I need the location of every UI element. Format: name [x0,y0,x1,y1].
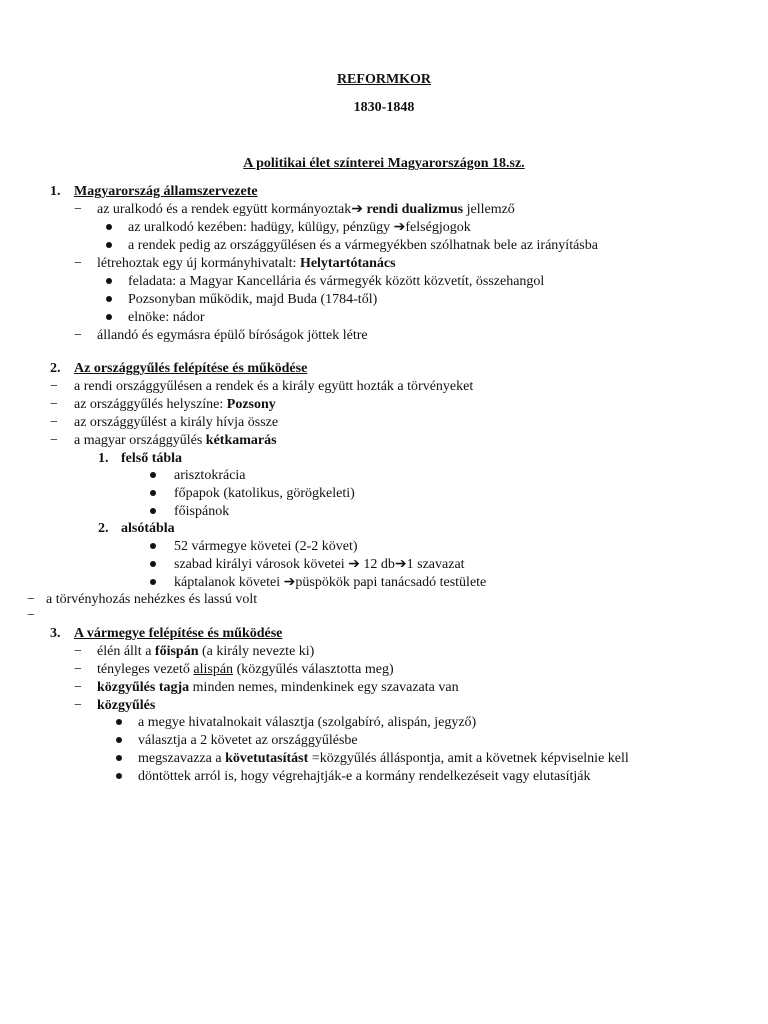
s3-item-3: közgyűlés tagja minden nemes, mindenkinek egy szavazata van [97,680,459,695]
arrow-icon: ➔ [351,202,363,217]
s2-item-4: a magyar országgyűlés kétkamarás [74,433,277,448]
section-subtitle: A politikai élet színterei Magyarországon 18.sz. [243,156,525,171]
s3-subitem-3: megszavazza a követutasítást =közgyűlés álláspontja, amit a követnek képviselnie kell [138,751,629,766]
bullet-dot [106,273,112,291]
dash-bullet-empty [27,607,35,625]
dash-bullet [74,643,82,661]
arrow-icon: ➔ [393,220,406,235]
bullet-dot [150,467,156,485]
s2-sub1-item-2: főpapok (katolikus, görögkeleti) [174,486,355,501]
bullet-dot [150,574,156,592]
document-years: 1830-1848 [353,100,415,115]
s1-item-1: az uralkodó és a rendek együtt kormányoztak➔ rendi dualizmus jellemző [97,202,515,217]
s3-item-1: élén állt a főispán (a király nevezte ki) [97,644,315,659]
s1-subitem-1: az uralkodó kezében: hadügy, külügy, pénzügy ➔felségjogok [128,220,471,235]
s1-heading: Magyarország államszervezete [74,184,258,199]
bullet-dot [150,503,156,521]
document-title: REFORMKOR [336,72,432,87]
s3-subitem-2: választja a 2 követet az országgyűlésbe [138,733,358,748]
dash-bullet [74,327,82,345]
s3-item-4: közgyűlés [97,698,156,713]
s2-sub2-item-2: szabad királyi városok követei ➔ 12 db➔1 szavazat [174,557,465,572]
s2-sub2-item-1: 52 vármegye követei (2-2 követ) [174,539,358,554]
s1-item-2: létrehoztak egy új kormányhivatalt: Helytartótanács [97,256,396,271]
arrow-icon: ➔ [283,575,296,590]
s2-sub1-item-3: főispánok [174,504,230,519]
s2-heading: Az országgyűlés felépítése és működése [74,361,308,376]
s2-item-2: az országgyűlés helyszíne: Pozsony [74,397,276,412]
s3-item-2: tényleges vezető alispán (közgyűlés választotta meg) [97,662,394,677]
dash-bullet [50,432,58,450]
arrow-icon: ➔ [394,557,407,572]
s1-item-3: állandó és egymásra épülő bíróságok jöttek létre [97,328,368,343]
s1-subitem-3: feladata: a Magyar Kancellária és vármegyék között közvetít, összehangol [128,274,545,289]
s1-subitem-2: a rendek pedig az országgyűlésen és a vármegyékben szólhatnak bele az irányításba [128,238,598,253]
s2-item-3: az országgyűlést a király hívja össze [74,415,279,430]
s3-heading: A vármegye felépítése és működése [74,626,283,641]
dash-bullet [74,679,82,697]
dash-bullet [74,255,82,273]
bullet-dot [106,219,112,237]
bullet-dot [106,291,112,309]
s2-number: 2. [50,361,61,376]
s2-sub2-item-3: káptalanok követei ➔püspökök papi tanácsadó testülete [174,575,487,590]
bullet-dot [150,538,156,556]
s3-subitem-1: a megye hivatalnokait választja (szolgabíró, alispán, jegyző) [138,715,477,730]
bullet-dot [150,485,156,503]
s2-sub2-heading: alsótábla [121,521,175,536]
s2-sub1-number: 1. [98,451,109,466]
dash-bullet [50,396,58,414]
dash-bullet [74,697,82,715]
s3-number: 3. [50,626,61,641]
bullet-dot [106,309,112,327]
s2-sub2-number: 2. [98,521,109,536]
s1-subitem-4: Pozsonyban működik, majd Buda (1784-től) [128,292,378,307]
s2-item-5: a törvényhozás nehézkes és lassú volt [46,592,258,607]
bullet-dot [116,732,122,750]
arrow-icon: ➔ [348,557,360,572]
s1-number: 1. [50,184,61,199]
s1-subitem-5: elnöke: nádor [128,310,205,325]
dash-bullet [50,414,58,432]
bullet-dot [116,768,122,786]
bullet-dot [116,714,122,732]
bullet-dot [106,237,112,255]
bullet-dot [150,556,156,574]
dash-bullet [50,378,58,396]
s3-subitem-4: döntöttek arról is, hogy végrehajtják-e a kormány rendelkezéseit vagy elutasítják [138,769,591,784]
s2-item-1: a rendi országgyűlésen a rendek és a király együtt hozták a törvényeket [74,379,474,394]
s2-sub1-heading: felső tábla [121,451,183,466]
dash-bullet [74,661,82,679]
s2-sub1-item-1: arisztokrácia [174,468,246,483]
dash-bullet [74,201,82,219]
bullet-dot [116,750,122,768]
